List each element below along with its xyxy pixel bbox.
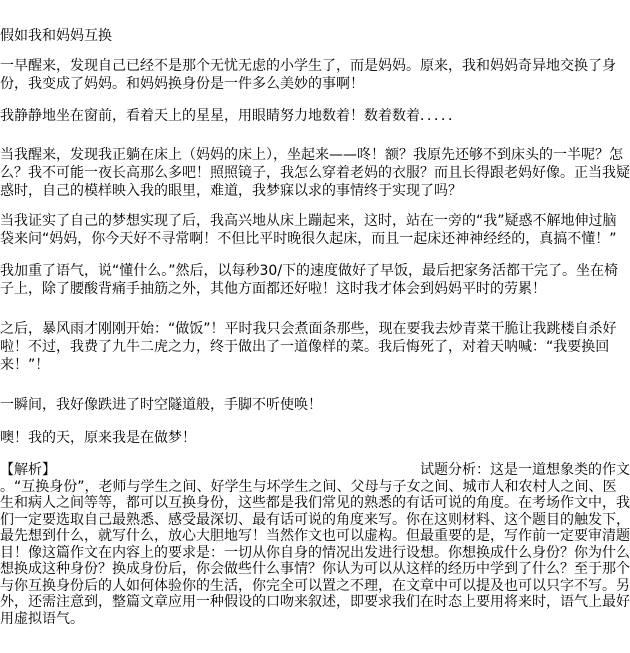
paragraph-7: 一瞬间，我好像跌进了时空隧道般，手脚不听使唤！ [0, 397, 322, 413]
paragraph-8: 噢！我的天，原来我是在做梦！ [0, 430, 196, 446]
paragraph-3: 当我醒来，发现我正躺在床上（妈妈的床上），坐起来——咚！额？我原先还够不到床头的一半呢？怎么？我不可能一夜长高那么多吧！照照镜子，我怎么穿着老妈的衣服？而且长得跟老妈好像。正当我疑惑时，自己的模样映入我的眼里，难道，我梦寐以求的事情终于实现了吗？ [0, 147, 630, 199]
paragraph-5: 我加重了语气，说“懂什么。”然后，以每秒30/下的速度做好了早饭，最后把家务活都干完了。坐在椅子上，除了腰酸背痛手抽筋之外，其他方面都还好啦！这时我才体会到妈妈平时的劳累！ [0, 263, 619, 297]
paragraph-2: 我静静地坐在窗前，看着天上的星星，用眼睛努力地数着！数着数着．．．．． [0, 108, 462, 124]
paragraph-6: 之后，暴风雨才刚刚开始：“做饭”！平时我只会煮面条那些，现在要我去炒青菜干脆让我跳楼自杀好啦！不过，我费了九牛二虎之力，终于做出了一道像样的菜。我后悔死了，对着天呐喊：“我要换回来！”！ [0, 321, 617, 373]
analysis-label: 【解析】 [0, 462, 56, 478]
analysis-lead: 试题分析：这是一道想象类的作文 [420, 462, 630, 478]
analysis-body: 。“互换身份”，老师与学生之间、好学生与坏学生之间、父母与子女之间、城市人和农村人之间、医生和病人之间等等，都可以互换身份，这些都是我们常见的熟悉的有话可说的角度。在考场作文中，我们一定要选取自己最熟悉、感受最深切、最有话可说的角度来写。你在这则材料、这个题目的触发下，最先想到什么，就写什么，放心大胆地写！当然作文也可以虚构。但最重要的是，写作前一定要审清题目！像这篇作文在内容上的要求是：一切从你自身的情况出发进行设想。你想换成什么身份？你为什么想换成这种身份？换成身份后，你会做些什么事情？你认为可以从这样的经历中学到了什么？至于那个与你互换身份后的人如何体验你的生活，你完全可以置之不理，在文章中可以提及也可以只字不写。另外，还需注意到，整篇文章应用一种假设的口吻来叙述，即要求我们在时态上要用将来时，语气上最好用虚拟语气。 [0, 478, 630, 627]
analysis-section [0, 462, 630, 627]
paragraph-1: 一早醒来，发现自己已经不是那个无忧无虑的小学生了，而是妈妈。原来，我和妈妈奇异地交换了身份，我变成了妈妈。和妈妈换身份是一件多么美妙的事啊！ [0, 58, 616, 92]
essay-title: 假如我和妈妈互换 [0, 28, 112, 44]
paragraph-4: 当我证实了自己的梦想实现了后，我高兴地从床上蹦起来，这时，站在一旁的“我”疑惑不解地伸过脑袋来问“妈妈，你今天好不寻常啊！不但比平时晚很久起床，而且一起床还神神经经的，真搞不懂！” [0, 213, 617, 247]
